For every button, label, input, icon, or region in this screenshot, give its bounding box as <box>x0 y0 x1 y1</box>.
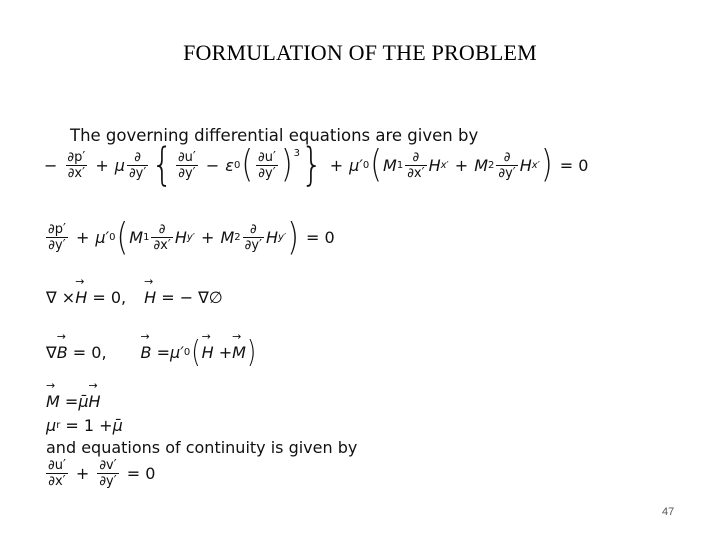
continuity-intro-text: and equations of continuity is given by <box>46 438 358 457</box>
equation-continuity: $\frac{\partial u'}{\partial x'}$ + $\frac{\partial v'}{\partial y'}$ = 0 <box>48 458 156 489</box>
equation-magnetization: → M = μ̄ → H <box>46 392 101 411</box>
equation-div-b: ∇ → B = 0, → B = μ′ 0 ( → H + → M ) <box>46 340 257 364</box>
equation-curl-h: ∇ × → H = 0, → H = − ∇∅ <box>46 288 223 307</box>
intro-text: The governing differential equations are given by <box>70 126 479 145</box>
page-number: 47 <box>662 506 675 518</box>
slide-title: FORMULATION OF THE PROBLEM <box>183 40 537 65</box>
equation-momentum-y: $\frac{\partial p'}{\partial y'}$ + μ′ 0 ( M 1 $\frac{\partial}{\partial x'}$ H y′ + M 2 $\frac{\partial}{\partial y'}$ H y′ ) = 0 <box>48 215 335 259</box>
equation-momentum-x: − $\frac{\partial p'}{\partial x'}$ + μ $\frac{\partial}{\partial y'}$ { $\frac{\partial u'}{\partial y'}$ − ε 0 ( $\frac{\partial u'}{\partial y'}$ ) $^3$ } + μ′ 0 ( M 1 $\frac{\partial}{\partial x'}$ H x′ + M 2 $\frac{\partial}{\partial y'}$ H x′ ) = 0 <box>44 139 589 191</box>
equation-relative-permeability: μ r = 1 + μ̄ <box>46 416 123 435</box>
